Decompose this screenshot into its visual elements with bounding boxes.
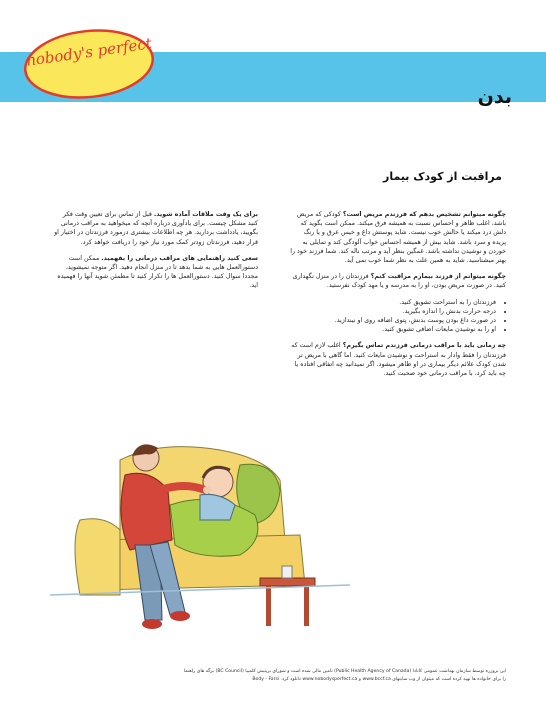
left-column [52,210,258,298]
logo-text: nobody's perfect [25,34,153,70]
mother-caring-sick-child-illustration [50,420,350,650]
paragraph-text: ممکن است دستورالعمل هایی به شما بدهد تا در منزل انجام دهید. اگر متوجه نمیشوید، مجددا سوال کنید. دستورالعمل ها را تکرار کنید تا مطمئن شوید آنها را فهمیده اید. [57,254,258,290]
section-title: بدن [477,86,512,108]
list-item: • درجه حرارت بدنش را اندازه بگیرید. [290,307,496,316]
paragraph-text: فرزندتان را در منزل نگهداری کنید. در صورت مریض بودن، او را به مدرسه و یا مهد کودک نفرستید. [292,273,506,290]
page-title: مراقبت از کودک بیمار [382,170,502,183]
paragraph-text: کودکی که مریض باشد، اغلب ظاهر و احساس نسبت به همیشه فرق میکند. ممکن است بگوید که دلش درد میکند یا حالش خوب نیست. شاید پوستش داغ و خیس عرق و یا رنگ پریده و سرد باشد. شاید بیش از همیشه احساس خواب آلودگی کند و تمایلی به خوردن و نوشیدن نداشته باشد. غمگین بنظر آید و مرتب ناله کند. شما فرزند خود را بهتر میشناسید. شاید به همین علت به نظر شما خوب نمی آید. [290,211,506,265]
paragraph-instructions [52,254,258,291]
paragraph-text: قبل از تماس برای تعیین وقت فکر کنید مشکل چیست. برای یادآوری درباره آنچه که میخواهید به مراقب درمانی بگویید، یادداشت بردارید. هر چه اطلاعات بیشتری درمورد فرزندتان در اختیار او قرار دهید، فرزندتان زودتر کمک مورد نیاز خود را دریافت خواهد کرد. [54,211,258,246]
list-item: • او را به نوشیدن مایعات اضافی تشویق کنید. [290,325,496,334]
paragraph-q1 [290,210,506,265]
nobodys-perfect-logo [20,26,158,104]
paragraph-q2 [290,272,506,290]
list-item: • فرزندتان را به استراحت تشویق کنید. [290,298,496,307]
tip-heading: برای یک وقت ملاقات آماده شوید. [153,211,258,218]
right-column [290,210,506,385]
question-heading: چگونه میتوانم از فرزند بیمارم مراقبت کنم؟ [370,273,506,281]
question-heading: چگونه میتوانم تشخیص بدهم که فرزندم مریض است؟ [342,211,506,218]
paragraph-q3 [290,341,506,378]
tip-heading: سعی کنید راهنمایی های مراقب درمانی را بفهمید. [101,254,258,262]
question-heading: چه زمانی باید با مراقب درمانی فرزندم تماس بگیرم؟ [342,342,506,350]
footer-line: را برای خانواده ها تهیه کرده است که میتوان از وب سایتهای www.bccf.ca و www.nobodysperfect.ca دانلود کرد. Body - Farsi [252,677,506,682]
list-item: • در صورت داغ بودن پوست بدنش، پتوی اضافه روی او نیندازید. [290,316,496,325]
footer-line: این بروزره توسط سازمان بهداشت عمومی کانادا (Public Health Agency of Canada) تامین مالی شده است و شورای بریتیش کلمبیا (BC Council) برگه های راهنما [183,669,506,674]
care-tips-list [290,298,506,335]
footer-credits [40,668,506,684]
paragraph-text: اغلب لازم است که فرزندتان را فقط وادار به استراحت و نوشیدن مایعات کنید. اما گاهی با مریض تر شدن کودک علائم دیگر بیماری در او ظاهر میشود. اگر نمیدانید چه اتفاقی افتاده یا چه باید کرد، با مراقب درمانی خود صحبت کنید. [291,342,506,378]
paragraph-appointment [52,210,258,247]
